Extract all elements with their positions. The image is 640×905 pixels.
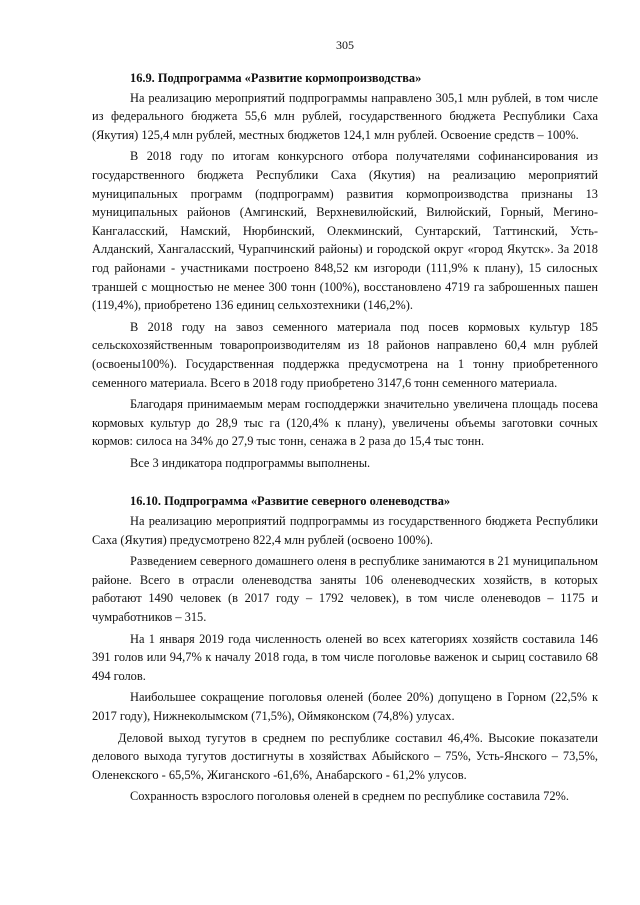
section-reindeer-herding <box>92 492 598 806</box>
paragraph: На 1 января 2019 года численность оленей во всех категориях хозяйств составила 146 391 голов или 94,7% к началу 2018 года, в том числе поголовье важенок и сыриц составило 68 494 голов. <box>92 631 598 683</box>
paragraph: Разведением северного домашнего оленя в республике занимаются в 21 муниципальном районе. Всего в отрасли оленеводства заняты 106 оленеводческих хозяйств, в которых работают 1490 человек (в 2017 году – 1792 человек), в том числе оленеводов – 1175 и чумработников – 315. <box>92 554 598 625</box>
page-number: 305 <box>336 38 354 52</box>
section-feed-production <box>92 69 598 472</box>
document-page <box>92 38 598 809</box>
section-heading: 16.10. Подпрограмма «Развитие северного оленеводства» <box>130 494 451 509</box>
paragraph: Сохранность взрослого поголовья оленей в среднем по республике составила 72%. <box>130 789 569 804</box>
paragraph: Все 3 индикатора подпрограммы выполнены. <box>130 455 371 470</box>
paragraph: На реализацию мероприятий подпрограммы из государственного бюджета Республики Саха (Якутия) предусмотрено 822,4 млн рублей (освоено 100%). <box>92 514 598 547</box>
paragraph: В 2018 году по итогам конкурсного отбора получателями софинансирования из государственного бюджета Республики Саха (Якутия) на реализацию мероприятий муниципальных программ (подпрограмм) развития кормопроизводства признаны 13 муниципальных районов (Амгинский, Верхневилюйский, Вилюйский, Горный, Мегино-Кангаласский, Намский, Нюрбинский, Олекминский, Сунтарский, Таттинский, Усть-Алданский, Хангаласский, Чурапчинский районы) и городской округ «город Якутск». За 2018 год районами - участниками построено 848,52 км изгороди (111,9% к плану), 15 силосных траншей с мощностью не менее 300 тонн (100%), восстановлено 4719 га заброшенных пашен (119,4%), приобретено 136 единиц сельхозтехники (146,2%). <box>92 149 598 313</box>
paragraph: Деловой выход тугутов в среднем по республике составил 46,4%. Высокие показатели делового выхода тугутов достигнуты в хозяйствах Абыйского – 75%, Усть-Янского – 73,5%, Оленекского - 65,5%, Жиганского -61,6%, Анабарского - 61,2% улусов. <box>92 730 598 782</box>
paragraph: На реализацию мероприятий подпрограммы направлено 305,1 млн рублей, в том числе из федерального бюджета 55,6 млн рублей, государственного бюджета Республики Саха (Якутия) 125,4 млн рублей, местных бюджетов 124,1 млн рублей. Освоение средств – 100%. <box>92 90 598 142</box>
paragraph: Благодаря принимаемым мерам господдержки значительно увеличена площадь посева кормовых культур до 28,9 тыс га (120,4% к плану), увеличены объемы заготовки сочных кормов: силоса на 34% до 27,9 тыс тонн, сенажа в 2 раза до 15,4 тыс тонн. <box>92 397 598 449</box>
paragraph: Наибольшее сокращение поголовья оленей (более 20%) допущено в Горном (22,5% к 2017 году), Нижнеколымском (71,5%), Оймяконском (74,8%) улусах. <box>92 690 598 723</box>
section-heading: 16.9. Подпрограмма «Развитие кормопроизводства» <box>130 71 422 85</box>
paragraph: В 2018 году на завоз семенного материала под посев кормовых культур 185 сельскохозяйственным товаропроизводителям из 18 районов направлено 60,4 млн рублей (освоены100%). Государственная поддержка предусмотрена на 1 тонну приобретенного семенного материала. Всего в 2018 году приобретено 3147,6 тонн семенного материала. <box>92 319 598 390</box>
